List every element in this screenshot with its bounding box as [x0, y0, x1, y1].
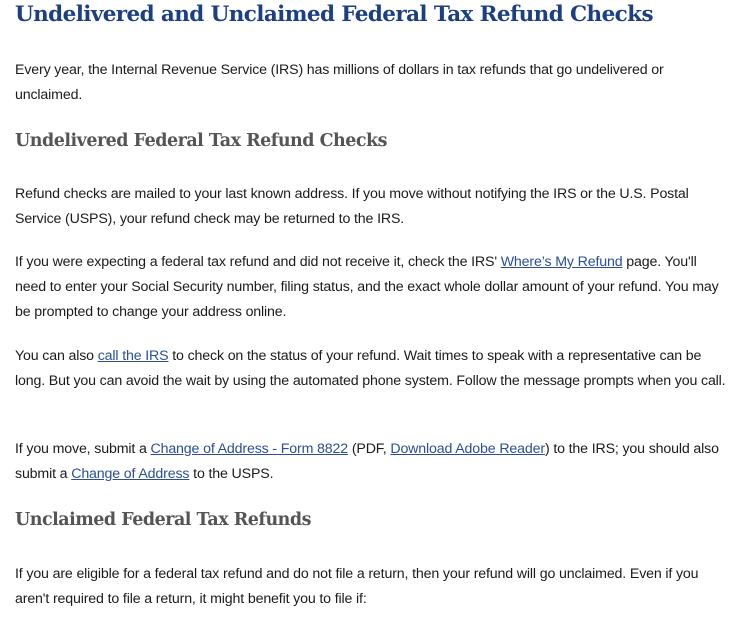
section-heading-unclaimed: Unclaimed Federal Tax Refunds — [15, 510, 311, 530]
usps-change-of-address-link[interactable]: Change of Address — [71, 466, 190, 482]
text: to the USPS. — [189, 466, 274, 482]
text: You can also — [15, 348, 98, 364]
text: to check on the status of your refund. Wait times to speak with a representative can be long. But you can avoid the wait by using the automated phone system. Follow the message prompts when you call. — [15, 348, 726, 389]
paragraph-wheres-my-refund — [15, 250, 730, 325]
paragraph-call-irs — [15, 344, 730, 394]
paragraph-mailed-address: Refund checks are mailed to your last known address. If you move without notifying the IRS or the U.S. Postal Service (USPS), your refund check may be returned to the IRS. — [15, 186, 689, 227]
text: If you move, submit a — [15, 441, 151, 457]
form-8822-link[interactable]: Change of Address - Form 8822 — [150, 441, 349, 457]
page-title: Undelivered and Unclaimed Federal Tax Refund Checks — [15, 2, 653, 27]
paragraph-change-of-address — [15, 437, 730, 487]
wheres-my-refund-link[interactable]: Where’s My Refund — [500, 254, 623, 270]
intro-paragraph: Every year, the Internal Revenue Service (IRS) has millions of dollars in tax refunds that go undelivered or unclaimed. — [15, 62, 664, 103]
text: page. You'll need to enter your Social Security number, filing status, and the exact whole dollar amount of your refund. You may be prompted to change your address online. — [15, 254, 719, 320]
text: ) to the IRS; you should also submit a — [15, 441, 719, 482]
paragraph-unclaimed-refunds: If you are eligible for a federal tax refund and do not file a return, then your refund will go unclaimed. Even if you aren't required to file a return, it might benefit you to file if: — [15, 566, 699, 607]
download-adobe-reader-link[interactable]: Download Adobe Reader — [390, 441, 545, 457]
section-heading-undelivered: Undelivered Federal Tax Refund Checks — [15, 131, 388, 151]
text: If you were expecting a federal tax refund and did not receive it, check the IRS' — [15, 254, 501, 270]
call-the-irs-link[interactable]: call the IRS — [97, 348, 169, 364]
text: (PDF, — [348, 441, 391, 457]
